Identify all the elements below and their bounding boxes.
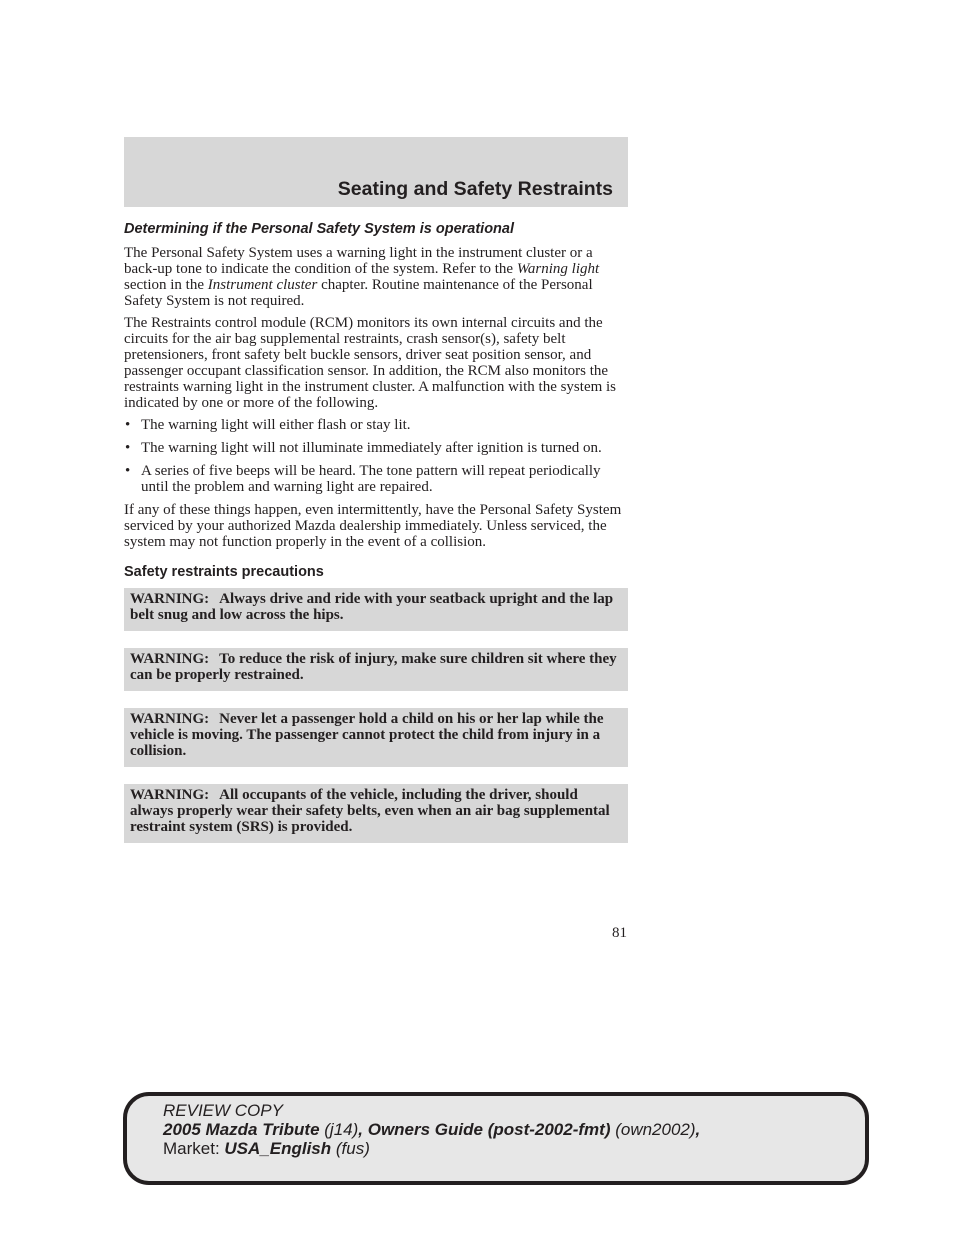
footer-market: USA_English <box>224 1139 332 1158</box>
warning-box <box>124 708 628 767</box>
footer-document-line <box>163 1120 700 1139</box>
warning-label: WARNING: <box>130 591 210 607</box>
warning-box <box>124 648 628 691</box>
footer-market-code: (fus) <box>331 1139 370 1158</box>
section-heading-precautions: Safety restraints precautions <box>124 564 324 580</box>
malfunction-list <box>124 417 628 495</box>
footer-model: 2005 Mazda Tribute <box>163 1120 320 1139</box>
warning-label: WARNING: <box>130 787 210 803</box>
bullet-icon: • <box>125 417 131 433</box>
bullet-icon: • <box>125 463 131 479</box>
footer-model-code: (j14) <box>319 1120 359 1139</box>
page-number: 81 <box>612 925 627 941</box>
footer-separator: , <box>358 1120 368 1139</box>
list-item <box>124 440 628 456</box>
list-item-text: The warning light will either flash or stay lit. <box>141 417 411 433</box>
warning-text: Always drive and ride with your seatback upright and the lap belt snug and low across the hips. <box>130 591 614 623</box>
footer-text <box>163 1101 700 1158</box>
warning-label: WARNING: <box>130 651 210 667</box>
footer-guide-code: (own2002) <box>610 1120 696 1139</box>
review-copy-footer <box>123 1092 869 1185</box>
warning-text: To reduce the risk of injury, make sure children sit where they can be properly restrained. <box>130 651 617 683</box>
chapter-title: Seating and Safety Restraints <box>337 178 613 200</box>
section-heading-operational: Determining if the Personal Safety System is operational <box>124 221 514 237</box>
paragraph-text: section in the <box>124 277 208 293</box>
warning-text: Never let a passenger hold a child on his or her lap while the vehicle is moving. The passenger cannot protect the child from injury in a collision. <box>130 711 604 759</box>
list-item <box>124 463 628 495</box>
footer-separator: , <box>695 1120 701 1139</box>
warning-label: WARNING: <box>130 711 210 727</box>
chapter-header-band <box>124 137 628 207</box>
warning-box <box>124 784 628 843</box>
paragraph-text: The Personal Safety System uses a warning light in the instrument cluster or a back-up tone to indicate the condition of the system. Refer to the <box>124 245 593 277</box>
paragraph-pss-intro <box>124 245 628 309</box>
list-item-text: The warning light will not illuminate immediately after ignition is turned on. <box>141 440 602 456</box>
page-content <box>124 219 628 860</box>
paragraph-text: chapter. Routine maintenance of the Personal Safety System is not required. <box>124 277 593 309</box>
list-item-text: A series of five beeps will be heard. The tone pattern will repeat periodically until the problem and warning light are repaired. <box>141 463 601 495</box>
paragraph-rcm: The Restraints control module (RCM) monitors its own internal circuits and the circuits for the air bag supplemental restraints, crash sensor(s), safety belt pretensioners, front safety belt buckle sensors, driver seat position sensor, and passenger occupant classification sensor. In addition, the RCM also monitors the restraints warning light in the instrument cluster. A malfunction with the system is indicated by one or more of the following. <box>124 315 617 411</box>
reference-warning-light: Warning light <box>516 261 600 277</box>
list-item <box>124 417 628 433</box>
footer-market-label: Market: <box>163 1139 225 1158</box>
footer-market-line <box>163 1139 700 1158</box>
bullet-icon: • <box>125 440 131 456</box>
review-copy-label: REVIEW COPY <box>163 1101 283 1120</box>
reference-instrument-cluster: Instrument cluster <box>207 277 318 293</box>
footer-guide: Owners Guide (post-2002-fmt) <box>367 1120 611 1139</box>
paragraph-service: If any of these things happen, even intermittently, have the Personal Safety System serviced by your authorized Mazda dealership immediately. Unless serviced, the system may not function properly in the event of a collision. <box>124 502 622 550</box>
warning-text: All occupants of the vehicle, including the driver, should always properly wear their safety belts, even when an air bag supplemental restraint system (SRS) is provided. <box>130 787 610 835</box>
warning-box <box>124 588 628 631</box>
